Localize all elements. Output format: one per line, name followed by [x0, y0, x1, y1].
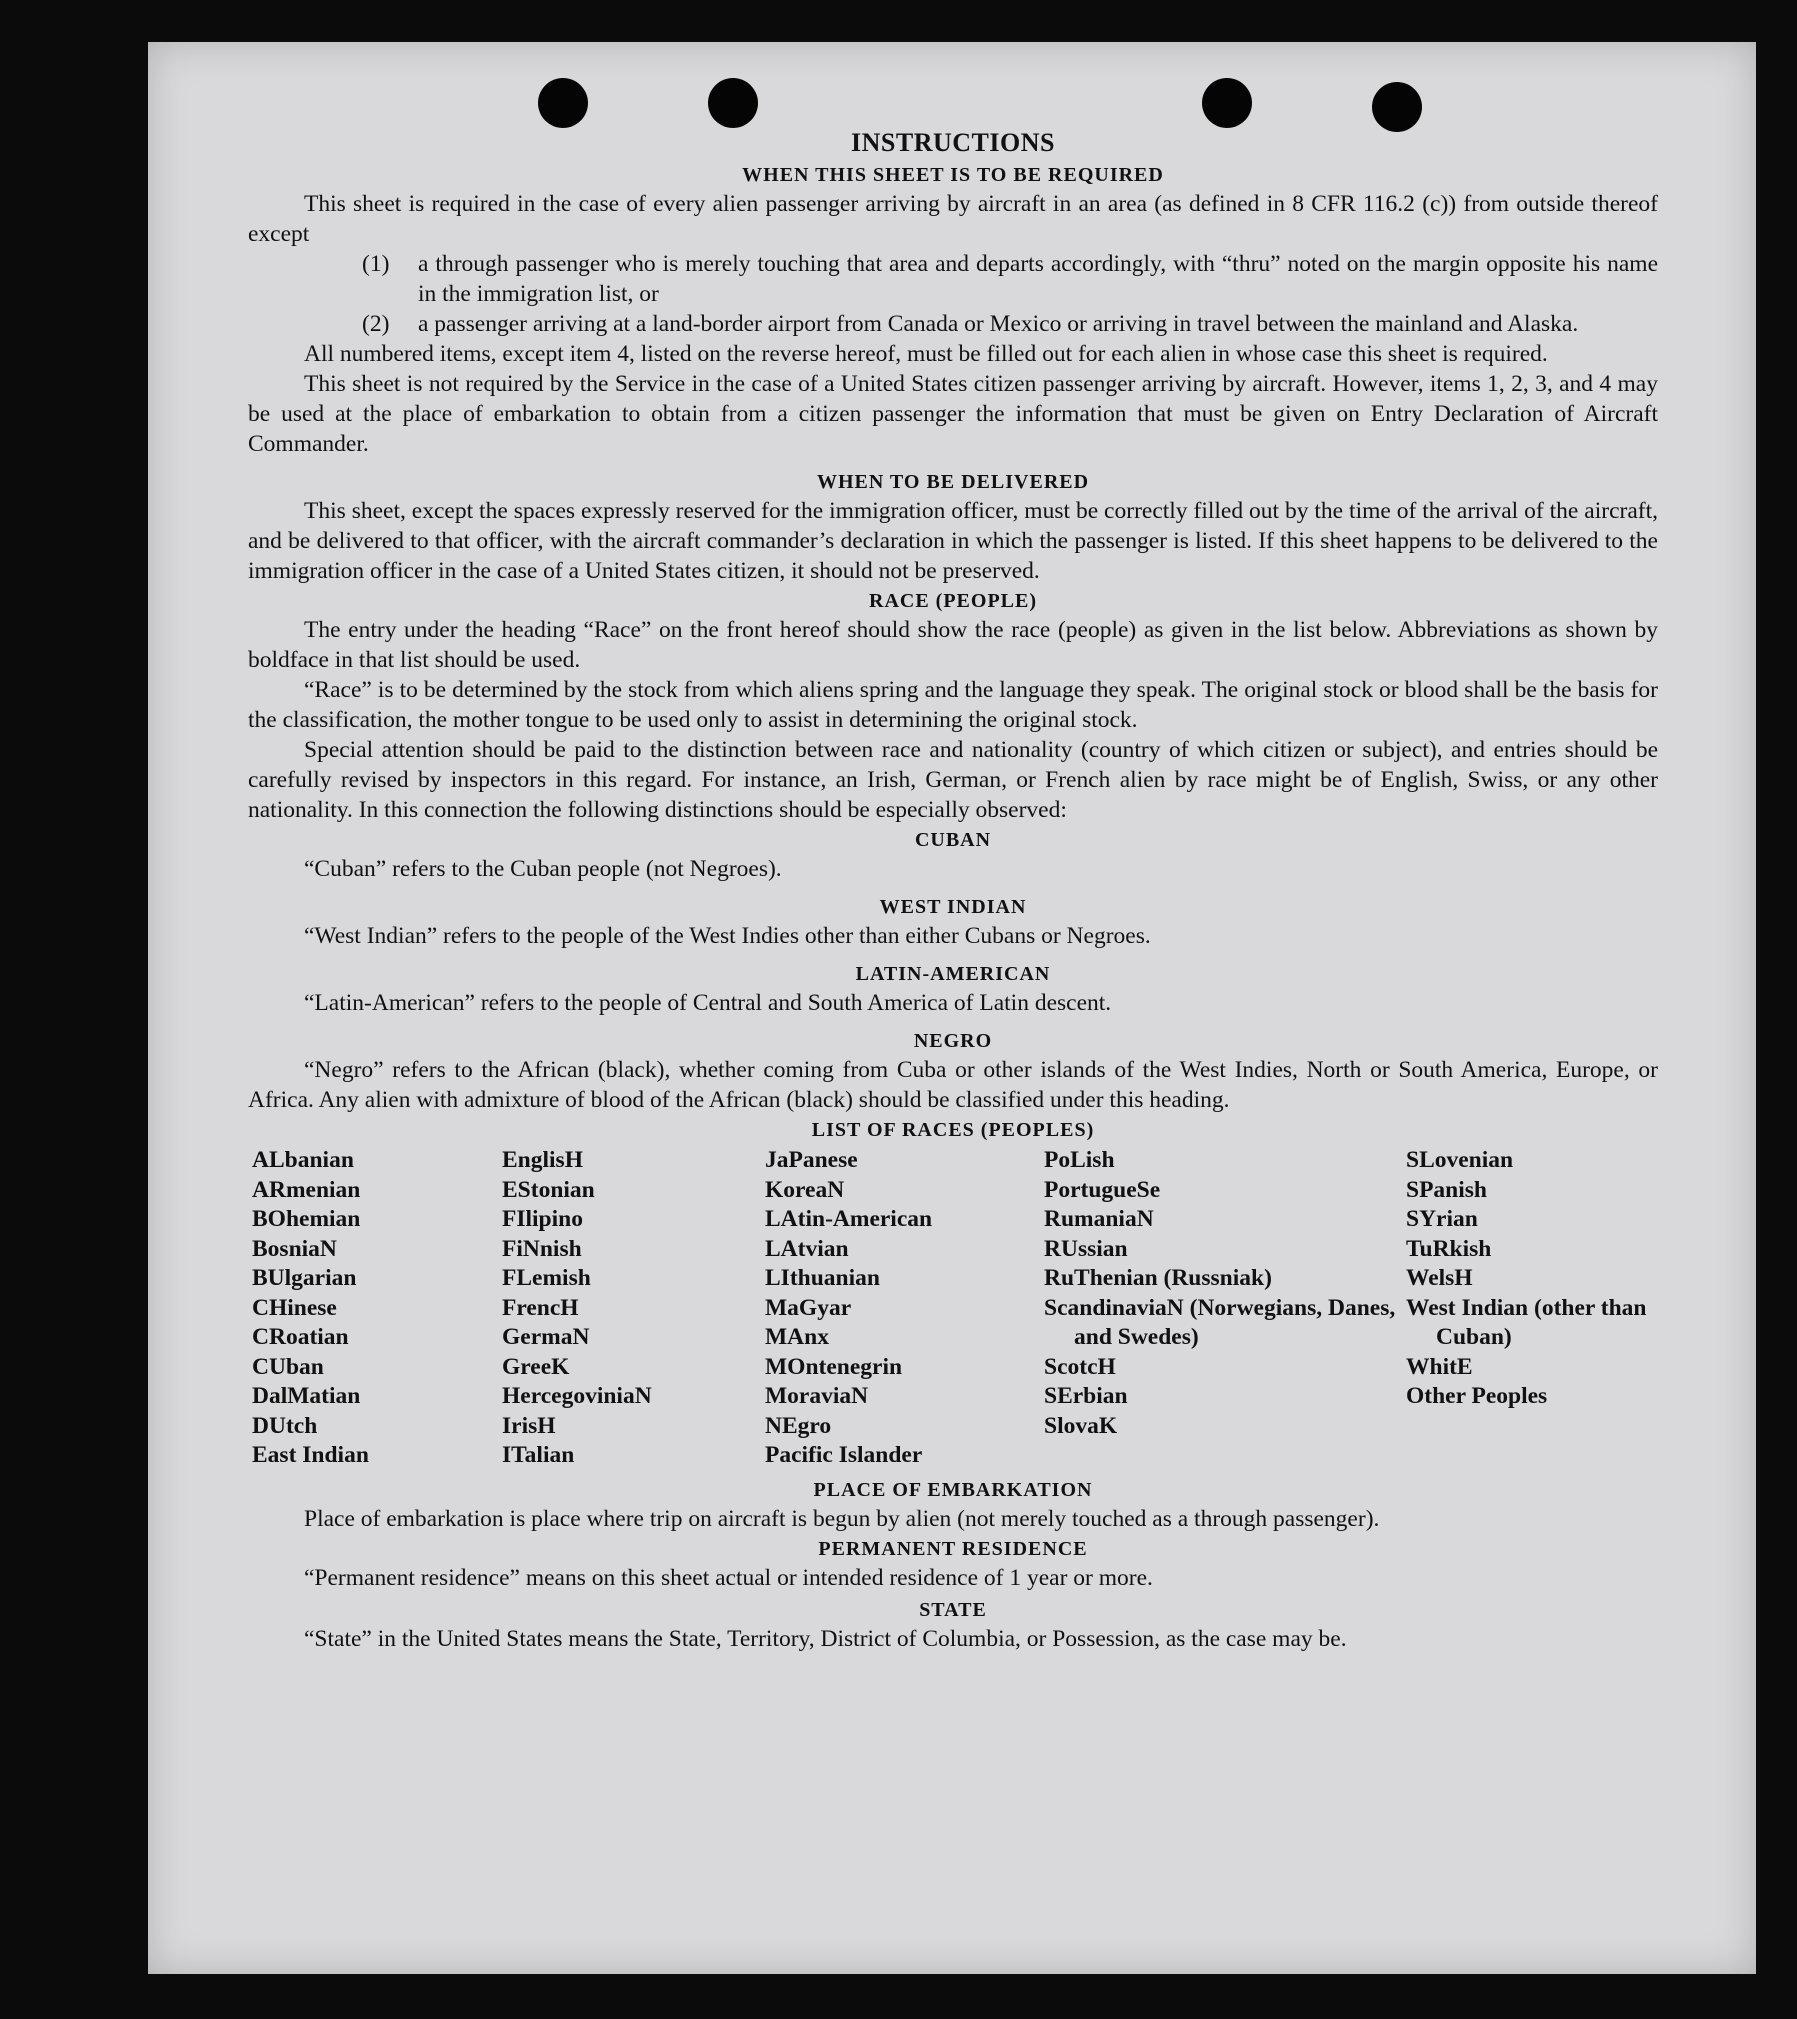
punch-hole [1372, 82, 1422, 132]
paragraph: This sheet, except the spaces expressly reserved for the immigration officer, must be correctly filled out by the time of the arrival of the aircraft, and be delivered to that officer, with the aircraft commander’s declaration in which the passenger is listed. If this sheet happens to be delivered to the immigration officer in the case of a United States citizen, it should not be preserved. [248, 498, 1658, 584]
race-entry: MOntenegrin [765, 1353, 903, 1380]
race-entry: West Indian (other than Cuban) [1406, 1294, 1647, 1350]
race-entry: CRoatian [252, 1324, 349, 1350]
race-entry: MAnx [765, 1324, 829, 1350]
paragraph: This sheet is required in the case of every alien passenger arriving by aircraft in an area (as defined in 8 CFR 116.2 (c)) from outside thereof except [248, 191, 1658, 247]
race-entry: MaGyar [765, 1294, 852, 1321]
section-heading: NEGRO [913, 1030, 993, 1052]
list-item [362, 249, 1658, 309]
paragraph: Special attention should be paid to the distinction between race and nationality (country of which citizen or subject), and entries should be carefully revised by inspectors in this regard. For instance, an Irish, German, or French alien by race might be of English, Swiss, or any other nationality. In this connection the following distinctions should be especially observed: [248, 737, 1658, 823]
paragraph: “Latin-American” refers to the people of Central and South America of Latin descent. [304, 990, 1112, 1016]
race-entry: CHinese [252, 1294, 337, 1321]
paragraph: This sheet is not required by the Service in the case of a United States citizen passenger arriving by aircraft. However, items 1, 2, 3, and 4 may be used at the place of embarkation to obtain from a citizen passenger the information that must be given on Entry Declaration of Aircraft Commander. [248, 371, 1658, 457]
section-heading: PERMANENT RESIDENCE [818, 1537, 1088, 1560]
race-entry: BUlgarian [252, 1265, 357, 1291]
paragraph: The entry under the heading “Race” on the front hereof should show the race (people) as given in the list below. Abbreviations as shown by boldface in that list should be used. [248, 617, 1658, 673]
race-entry: ITalian [502, 1442, 575, 1468]
section-heading: WEST INDIAN [879, 896, 1027, 918]
race-entry: Other Peoples [1406, 1383, 1548, 1409]
instructions-content [248, 126, 1658, 1654]
race-entry: RuThenian (Russniak) [1044, 1265, 1272, 1291]
list-item [362, 309, 1658, 339]
paragraph: “Cuban” refers to the Cuban people (not Negroes). [304, 856, 782, 882]
race-entry: SlovaK [1044, 1412, 1118, 1439]
race-entry: PortugueSe [1044, 1176, 1161, 1203]
race-entry: ScandinaviaN (Norwegians, Danes, and Swedes) [1044, 1294, 1396, 1350]
punch-hole [708, 78, 758, 128]
race-entry: DalMatian [252, 1383, 361, 1409]
race-entry: IrisH [502, 1412, 556, 1439]
race-entry: TuRkish [1406, 1235, 1492, 1262]
race-entry: EnglisH [502, 1147, 583, 1173]
race-entry: RumaniaN [1044, 1206, 1154, 1232]
race-entry: SErbian [1044, 1383, 1128, 1409]
race-entry: WhitE [1406, 1353, 1473, 1380]
section-heading: WHEN THIS SHEET IS TO BE REQUIRED [742, 164, 1164, 186]
race-entry: SPanish [1406, 1176, 1487, 1203]
race-entry: EStonian [502, 1176, 595, 1203]
race-column [765, 1146, 1044, 1471]
race-entry: RUssian [1044, 1235, 1128, 1262]
race-entry: FiNnish [502, 1235, 582, 1262]
paragraph: “West Indian” refers to the people of the West Indies other than either Cubans or Negroes. [304, 923, 1151, 949]
race-entry: BosniaN [252, 1235, 337, 1262]
race-entry: FrencH [502, 1294, 579, 1321]
race-list [252, 1146, 1658, 1471]
race-entry: GermaN [502, 1324, 590, 1350]
race-entry: SYrian [1406, 1206, 1478, 1232]
paragraph: “Permanent residence” means on this sheet actual or intended residence of 1 year or more. [304, 1564, 1153, 1591]
section-heading: LIST OF RACES (PEOPLES) [811, 1119, 1095, 1141]
race-entry: FLemish [502, 1265, 591, 1291]
race-entry: East Indian [252, 1442, 369, 1468]
race-entry: LAtvian [765, 1235, 849, 1262]
paragraph: All numbered items, except item 4, listed on the reverse hereof, must be filled out for each alien in whose case this sheet is required. [304, 341, 1548, 367]
race-entry: LIthuanian [765, 1265, 880, 1291]
race-entry: ALbanian [252, 1147, 354, 1173]
list-number: (1) [362, 251, 390, 277]
paragraph: “State” in the United States means the State, Territory, District of Columbia, or Possession, as the case may be. [304, 1625, 1347, 1652]
document-sheet [148, 42, 1756, 1974]
paragraph: “Race” is to be determined by the stock from which aliens spring and the language they speak. The original stock or blood shall be the basis for the classification, the mother tongue to be used only to assist in determining the original stock. [248, 677, 1658, 733]
section-heading: CUBAN [914, 829, 992, 851]
race-column [502, 1146, 765, 1471]
race-entry: NEgro [765, 1412, 832, 1439]
paragraph: Place of embarkation is place where trip on aircraft is begun by alien (not merely touched as a through passenger). [304, 1505, 1380, 1532]
race-entry: SLovenian [1406, 1147, 1514, 1173]
race-column [252, 1146, 502, 1471]
race-entry: DUtch [252, 1412, 318, 1439]
race-entry: JaPanese [765, 1147, 858, 1173]
race-entry: FIlipino [502, 1206, 583, 1232]
list-text: a passenger arriving at a land-border airport from Canada or Mexico or arriving in travel between the mainland and Alaska. [418, 311, 1579, 337]
race-entry: Pacific Islander [765, 1442, 923, 1468]
section-heading: STATE [919, 1598, 987, 1621]
race-entry: GreeK [502, 1353, 570, 1380]
list-number: (2) [362, 311, 390, 337]
race-entry: HercegoviniaN [502, 1383, 652, 1409]
race-entry: CUban [252, 1353, 324, 1380]
section-heading: RACE (PEOPLE) [869, 590, 1037, 612]
race-entry: KoreaN [765, 1176, 845, 1203]
page-title: INSTRUCTIONS [851, 128, 1055, 157]
paragraph: “Negro” refers to the African (black), whether coming from Cuba or other islands of the West Indies, North or South America, Europe, or Africa. Any alien with admixture of blood of the African (black) should be classified under this heading. [248, 1057, 1658, 1113]
race-entry: BOhemian [252, 1206, 361, 1232]
punch-hole [1202, 78, 1252, 128]
race-entry: ScotcH [1044, 1353, 1116, 1380]
section-heading: PLACE OF EMBARKATION [813, 1478, 1093, 1501]
punch-hole [538, 78, 588, 128]
race-entry: ARmenian [252, 1176, 361, 1203]
section-heading: LATIN-AMERICAN [855, 963, 1051, 985]
race-entry: MoraviaN [765, 1383, 869, 1409]
list-text: a through passenger who is merely touching that area and departs accordingly, with “thru” noted on the margin opposite his name in the immigration list, or [418, 251, 1658, 307]
race-entry: PoLish [1044, 1147, 1115, 1173]
race-entry: LAtin-American [765, 1206, 933, 1232]
section-heading: WHEN TO BE DELIVERED [816, 471, 1090, 493]
race-column [1044, 1146, 1406, 1471]
race-column [1406, 1146, 1662, 1471]
race-entry: WelsH [1406, 1265, 1473, 1291]
